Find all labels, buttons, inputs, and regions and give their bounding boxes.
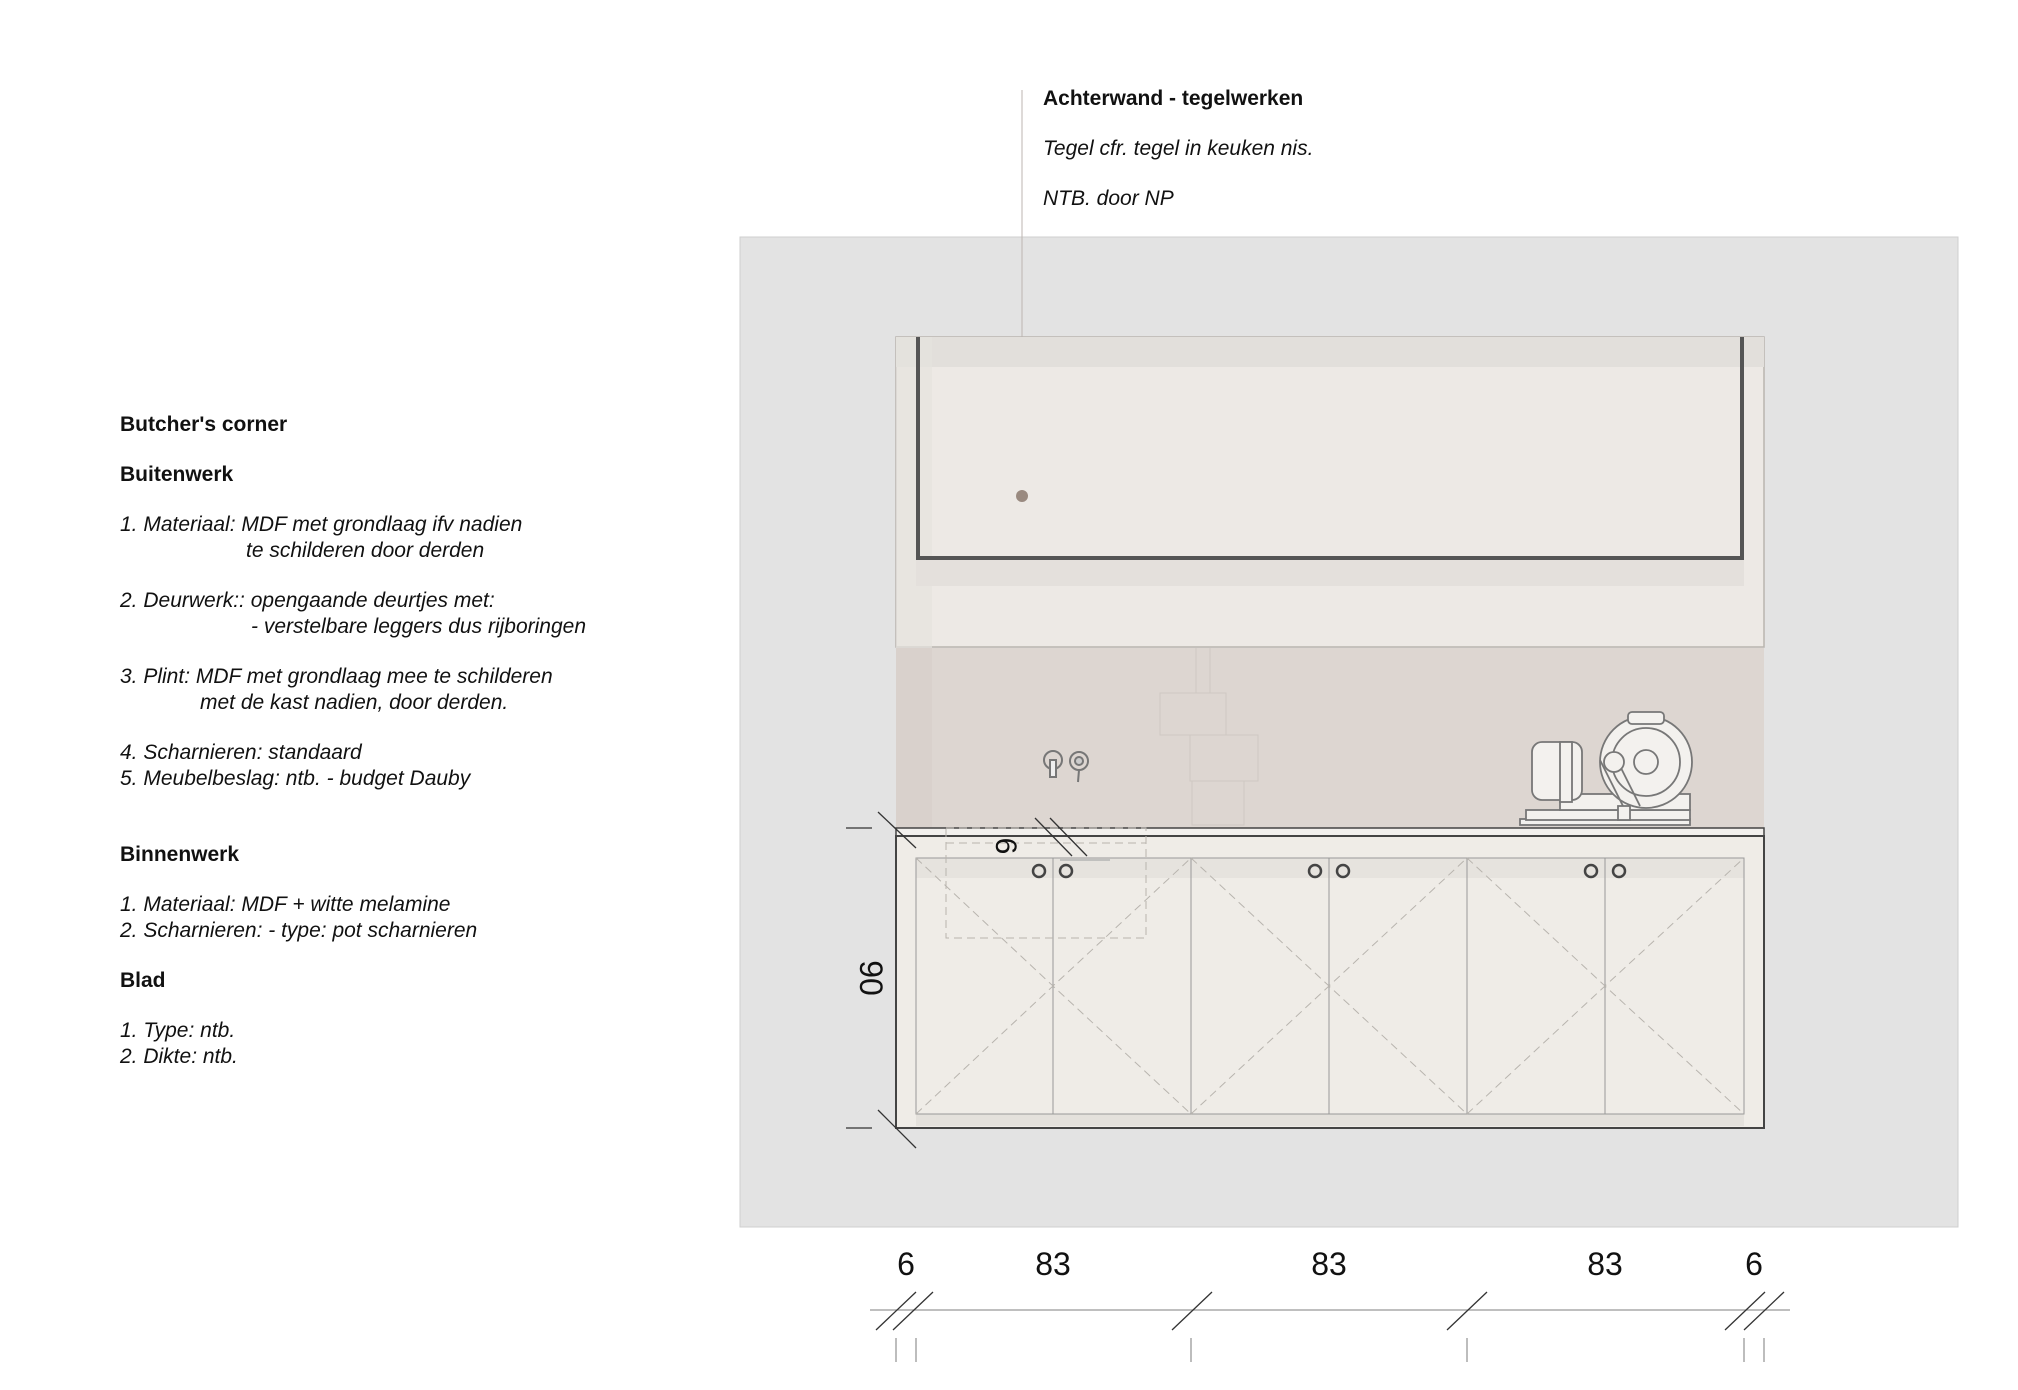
binnenwerk-heading: Binnenwerk <box>120 843 240 866</box>
dimension-plinth-label: 6 <box>989 837 1022 855</box>
hood-shadow <box>916 558 1744 586</box>
countertop <box>896 828 1764 836</box>
backsplash-side-shade <box>896 648 932 828</box>
buitenwerk-item-5: 5. Meubelbeslag: ntb. - budget Dauby <box>120 767 471 790</box>
buitenwerk-item-1: 1. Materiaal: MDF met grondlaag ifv nadien <box>120 513 523 536</box>
blad-item-2: 2. Dikte: ntb. <box>120 1045 238 1068</box>
buitenwerk-item-3: 3. Plint: MDF met grondlaag mee te schilderen <box>120 665 553 688</box>
buitenwerk-item-2-cont: - verstelbare leggers dus rijboringen <box>251 615 587 638</box>
note-pin-marker <box>1016 490 1028 502</box>
blad-item-1: 1. Type: ntb. <box>120 1019 236 1042</box>
dimension-label-door-1: 83 <box>1035 1246 1071 1282</box>
binnenwerk-item-2: 2. Scharnieren: - type: pot scharnieren <box>120 919 478 942</box>
buitenwerk-item-4: 4. Scharnieren: standaard <box>120 741 362 764</box>
spec-title: Butcher's corner <box>120 413 288 436</box>
width-dimension-marks <box>870 1292 1790 1362</box>
note-line-2: NTB. door NP <box>1043 187 1174 210</box>
cabinet-plinth-band <box>916 1114 1744 1126</box>
binnenwerk-item-1: 1. Materiaal: MDF + witte melamine <box>120 893 451 916</box>
note-heading: Achterwand - tegelwerken <box>1043 87 1304 110</box>
note-line-1: Tegel cfr. tegel in keuken nis. <box>1043 137 1314 160</box>
niche-top-band <box>896 337 1764 367</box>
dimension-height-label: 90 <box>853 960 889 996</box>
dimension-label-side-right: 6 <box>1745 1246 1763 1282</box>
buitenwerk-heading: Buitenwerk <box>120 463 234 486</box>
dimension-label-side-left: 6 <box>897 1246 915 1282</box>
dimension-label-door-3: 83 <box>1587 1246 1623 1282</box>
cabinet-shade-band <box>916 858 1744 878</box>
buitenwerk-item-3-cont: met de kast nadien, door derden. <box>200 691 509 714</box>
dimension-label-door-2: 83 <box>1311 1246 1347 1282</box>
cabinet-body <box>896 836 1764 1128</box>
blad-heading: Blad <box>120 969 166 992</box>
buitenwerk-item-1-cont: te schilderen door derden <box>246 539 485 562</box>
buitenwerk-item-2: 2. Deurwerk:: opengaande deurtjes met: <box>120 589 495 612</box>
